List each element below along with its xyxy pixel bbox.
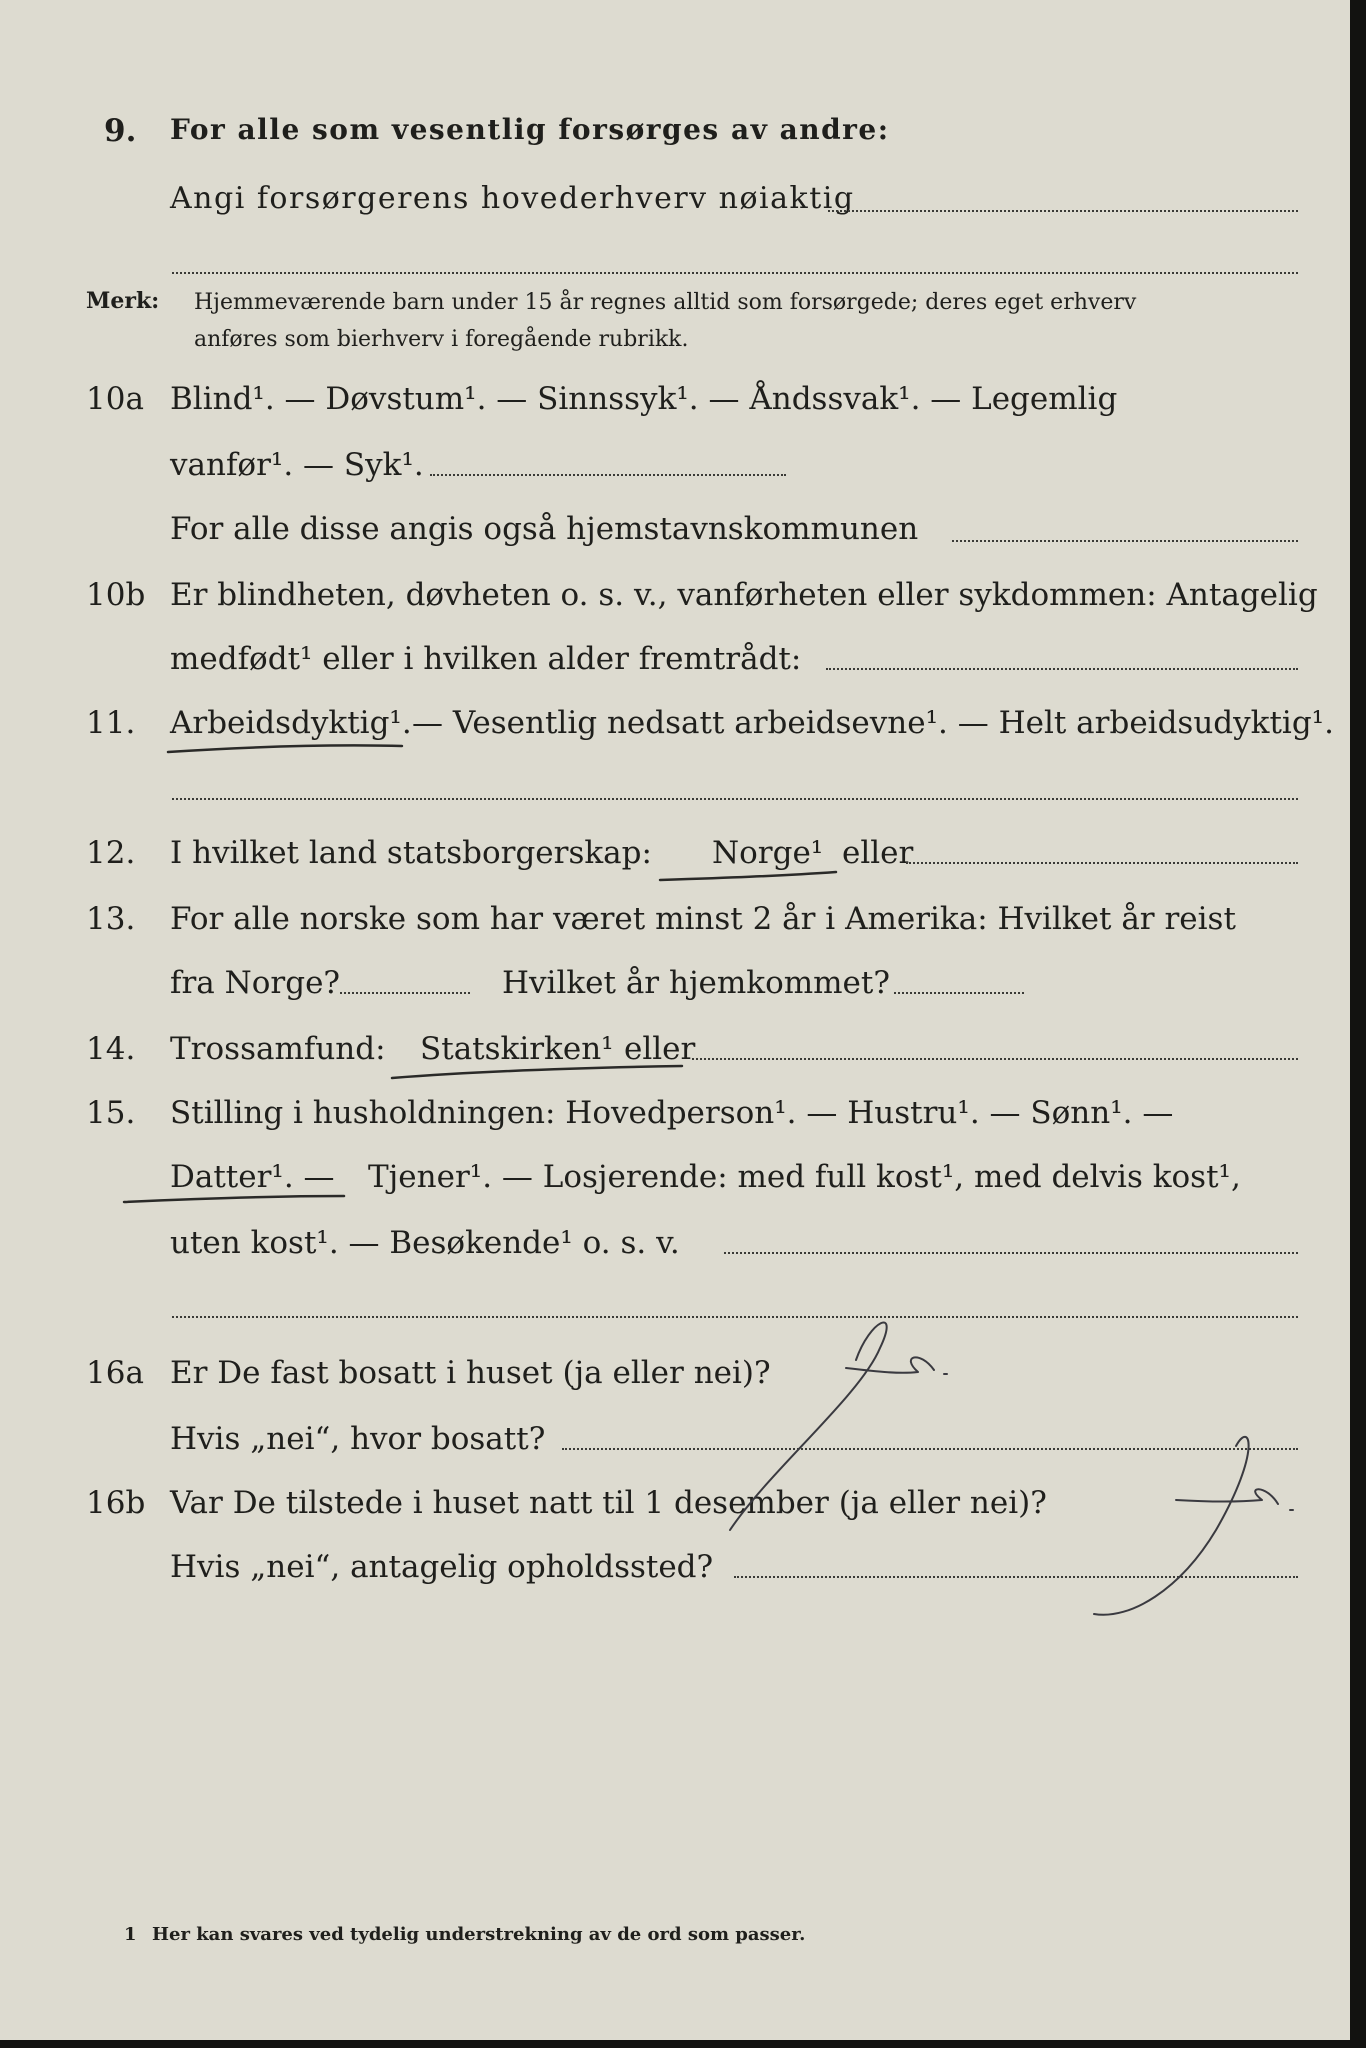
q14-number: 14.	[86, 1031, 136, 1067]
q16b-line1: Var De tilstede i huset natt til 1 desember (ja eller nei)?	[170, 1485, 1047, 1521]
q9-line1: For alle som vesentlig forsørges av andre:	[170, 113, 890, 146]
q16a-number: 16a	[86, 1355, 144, 1391]
q12-option-norge[interactable]: Norge¹	[712, 835, 824, 871]
q14-option-statskirken[interactable]: Statskirken¹	[420, 1031, 614, 1067]
q9-number: 9.	[104, 113, 137, 149]
q10b-line2: medfødt¹ eller i hvilken alder fremtrådt:	[170, 641, 802, 677]
q15-line1: Stilling i husholdningen: Hovedperson¹. — Hustru¹. — Sønn¹. —	[170, 1095, 1174, 1131]
q10a-line1: Blind¹. — Døvstum¹. — Sinnssyk¹. — Åndssvak¹. — Legemlig	[170, 381, 1118, 417]
q16b-number: 16b	[86, 1485, 146, 1521]
q11-number: 11.	[86, 705, 136, 741]
q10b-answer-line[interactable]	[826, 668, 1298, 670]
q9-line2: Angi forsørgerens hovederhverv nøiaktig	[170, 181, 855, 216]
q15-number: 15.	[86, 1095, 136, 1131]
q13-reist-line[interactable]	[340, 992, 470, 994]
q15-answer-line-2[interactable]	[172, 1316, 1298, 1318]
q10a-line2: vanfør¹. — Syk¹.	[170, 447, 424, 483]
q9-answer-line-2[interactable]	[172, 272, 1298, 274]
q16a-answer-line[interactable]	[562, 1448, 1298, 1450]
q16a-line1: Er De fast bosatt i huset (ja eller nei)?	[170, 1355, 771, 1391]
q11-other-options: — Vesentlig nedsatt arbeidsevne¹. — Helt arbeidsudyktig¹.	[412, 705, 1334, 741]
scan-border-bottom	[0, 2040, 1366, 2048]
q10a-number: 10a	[86, 381, 144, 417]
q13-line2-reist: fra Norge?	[170, 965, 341, 1001]
q15-line3: uten kost¹. — Besøkende¹ o. s. v.	[170, 1225, 680, 1261]
q10b-number: 10b	[86, 577, 146, 613]
merk-label: Merk:	[86, 288, 160, 314]
q13-number: 13.	[86, 901, 136, 937]
q12-number: 12.	[86, 835, 136, 871]
scan-border-right	[1350, 0, 1366, 2048]
q10a-answer-line[interactable]	[430, 474, 786, 476]
q13-line2-hjemkommet: Hvilket år hjemkommet?	[502, 965, 890, 1001]
merk-line1: Hjemmeværende barn under 15 år regnes alltid som forsørgede; deres eget erhverv	[194, 290, 1137, 315]
q13-hjemkommet-line[interactable]	[894, 992, 1024, 994]
q12-answer-line[interactable]	[906, 862, 1298, 864]
footnote-mark: 1	[124, 1924, 137, 1945]
q10a-hjemstavn-line[interactable]	[952, 540, 1298, 542]
q15-answer-line[interactable]	[724, 1252, 1298, 1254]
footnote-text: Her kan svares ved tydelig understrekning av de ord som passer.	[152, 1924, 806, 1945]
q16b-line2: Hvis „nei“, antagelig opholdssted?	[170, 1549, 714, 1585]
q16b-answer-line[interactable]	[734, 1576, 1298, 1578]
q14-option-eller[interactable]: eller	[624, 1031, 696, 1067]
q15-line2: Tjener¹. — Losjerende: med full kost¹, med delvis kost¹,	[368, 1159, 1241, 1195]
q14-text: Trossamfund:	[170, 1031, 386, 1067]
q16a-line2: Hvis „nei“, hvor bosatt?	[170, 1421, 546, 1457]
q14-answer-line[interactable]	[692, 1058, 1298, 1060]
q11-option-arbeidsdyktig[interactable]: Arbeidsdyktig¹.	[170, 705, 412, 741]
q12-text: I hvilket land statsborgerskap:	[170, 835, 652, 871]
q9-answer-line[interactable]	[828, 210, 1298, 212]
q12-option-eller[interactable]: eller	[842, 835, 914, 871]
q15-option-datter[interactable]: Datter¹. —	[170, 1159, 335, 1195]
merk-line2: anføres som bierhverv i foregående rubrikk.	[194, 327, 689, 352]
q13-line1: For alle norske som har været minst 2 år i Amerika: Hvilket år reist	[170, 901, 1236, 937]
q10a-line3: For alle disse angis også hjemstavnskommunen	[170, 511, 919, 547]
q10b-line1: Er blindheten, døvheten o. s. v., vanførheten eller sykdommen: Antagelig	[170, 577, 1318, 613]
q11-answer-line[interactable]	[172, 798, 1298, 800]
